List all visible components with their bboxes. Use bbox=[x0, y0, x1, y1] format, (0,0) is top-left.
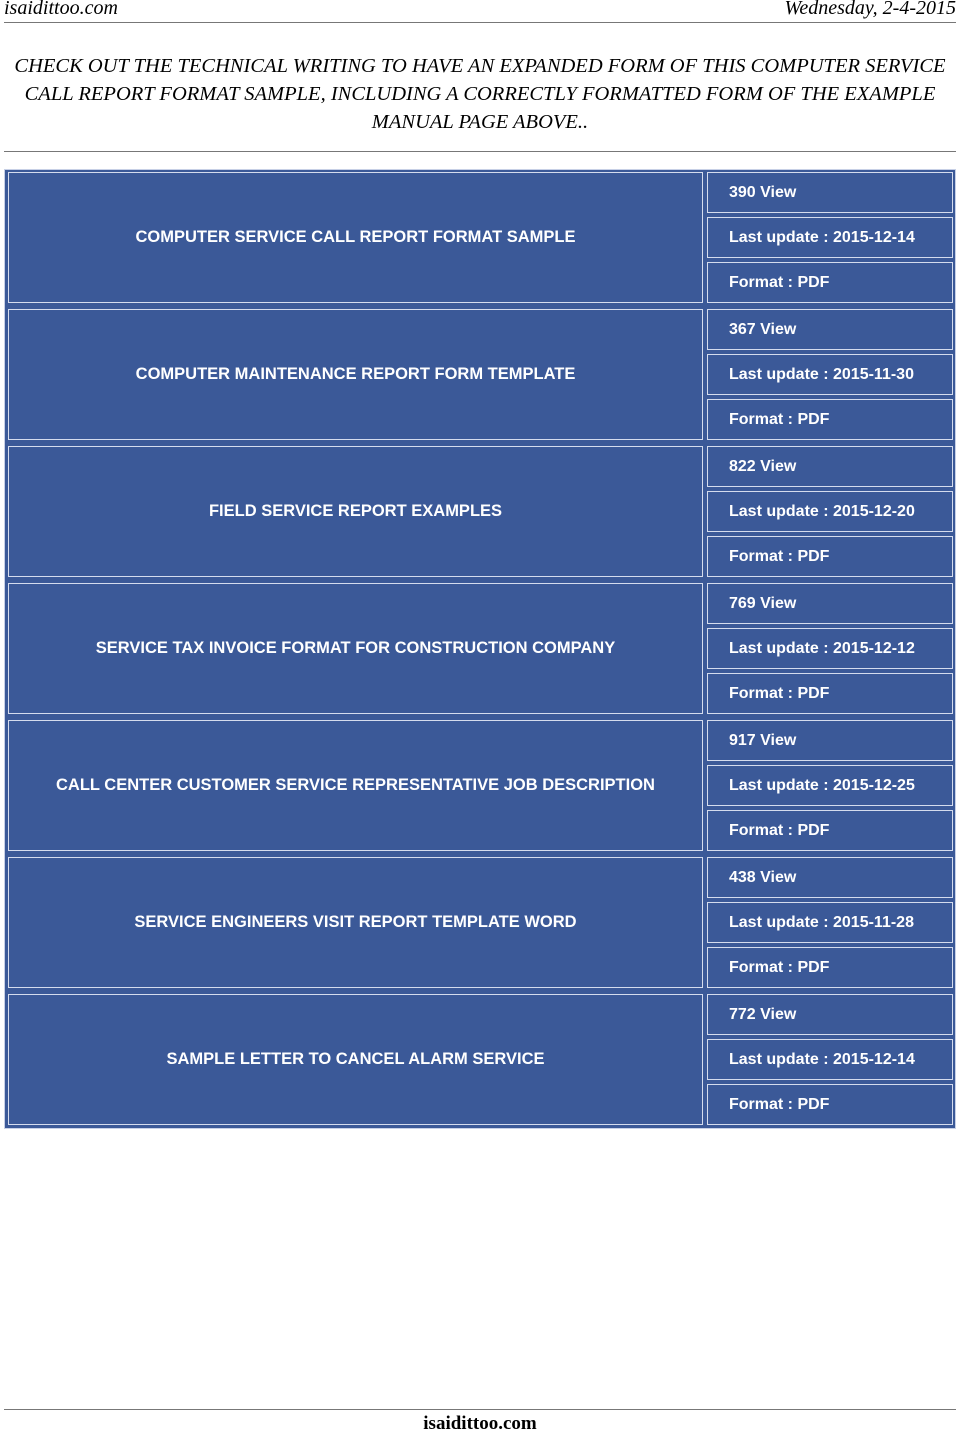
table-row bbox=[5, 444, 955, 581]
file-format: Format : PDF bbox=[707, 947, 953, 988]
view-count: 769 View bbox=[707, 583, 953, 624]
view-count: 367 View bbox=[707, 309, 953, 350]
footer-site-name: isaidittoo.com bbox=[423, 1413, 537, 1434]
file-format: Format : PDF bbox=[707, 810, 953, 851]
file-format: Format : PDF bbox=[707, 536, 953, 577]
document-title-link[interactable]: COMPUTER MAINTENANCE REPORT FORM TEMPLATE bbox=[8, 309, 703, 440]
intro-paragraph: CHECK OUT THE TECHNICAL WRITING TO HAVE AN EXPANDED FORM OF THIS COMPUTER SERVICE CALL REPORT FORMAT SAMPLE, INCLUDING A CORRECTLY FORMATTED FORM OF THE EXAMPLE MANUAL PAGE ABOVE.. bbox=[14, 55, 946, 133]
last-update: Last update : 2015-11-30 bbox=[707, 354, 953, 395]
last-update: Last update : 2015-12-12 bbox=[707, 628, 953, 669]
last-update: Last update : 2015-12-14 bbox=[707, 217, 953, 258]
document-table bbox=[4, 169, 956, 1129]
table-row bbox=[5, 307, 955, 444]
document-title-link[interactable]: SAMPLE LETTER TO CANCEL ALARM SERVICE bbox=[8, 994, 703, 1125]
header-divider bbox=[4, 22, 956, 23]
last-update: Last update : 2015-12-25 bbox=[707, 765, 953, 806]
header-site-name: isaidittoo.com bbox=[4, 0, 118, 19]
view-count: 438 View bbox=[707, 857, 953, 898]
document-title-link[interactable]: SERVICE ENGINEERS VISIT REPORT TEMPLATE WORD bbox=[8, 857, 703, 988]
table-row bbox=[5, 855, 955, 992]
table-row bbox=[5, 718, 955, 855]
view-count: 822 View bbox=[707, 446, 953, 487]
last-update: Last update : 2015-11-28 bbox=[707, 902, 953, 943]
table-row bbox=[5, 992, 955, 1129]
last-update: Last update : 2015-12-20 bbox=[707, 491, 953, 532]
document-title-link[interactable]: SERVICE TAX INVOICE FORMAT FOR CONSTRUCTION COMPANY bbox=[8, 583, 703, 714]
view-count: 390 View bbox=[707, 172, 953, 213]
document-title-link[interactable]: CALL CENTER CUSTOMER SERVICE REPRESENTATIVE JOB DESCRIPTION bbox=[8, 720, 703, 851]
file-format: Format : PDF bbox=[707, 1084, 953, 1125]
file-format: Format : PDF bbox=[707, 262, 953, 303]
document-title-link[interactable]: FIELD SERVICE REPORT EXAMPLES bbox=[8, 446, 703, 577]
footer-divider bbox=[4, 1409, 956, 1410]
document-title-link[interactable]: COMPUTER SERVICE CALL REPORT FORMAT SAMPLE bbox=[8, 172, 703, 303]
file-format: Format : PDF bbox=[707, 673, 953, 714]
file-format: Format : PDF bbox=[707, 399, 953, 440]
last-update: Last update : 2015-12-14 bbox=[707, 1039, 953, 1080]
view-count: 917 View bbox=[707, 720, 953, 761]
intro-divider bbox=[4, 151, 956, 152]
table-row bbox=[5, 170, 955, 307]
table-row bbox=[5, 581, 955, 718]
view-count: 772 View bbox=[707, 994, 953, 1035]
header-date: Wednesday, 2-4-2015 bbox=[784, 0, 956, 19]
